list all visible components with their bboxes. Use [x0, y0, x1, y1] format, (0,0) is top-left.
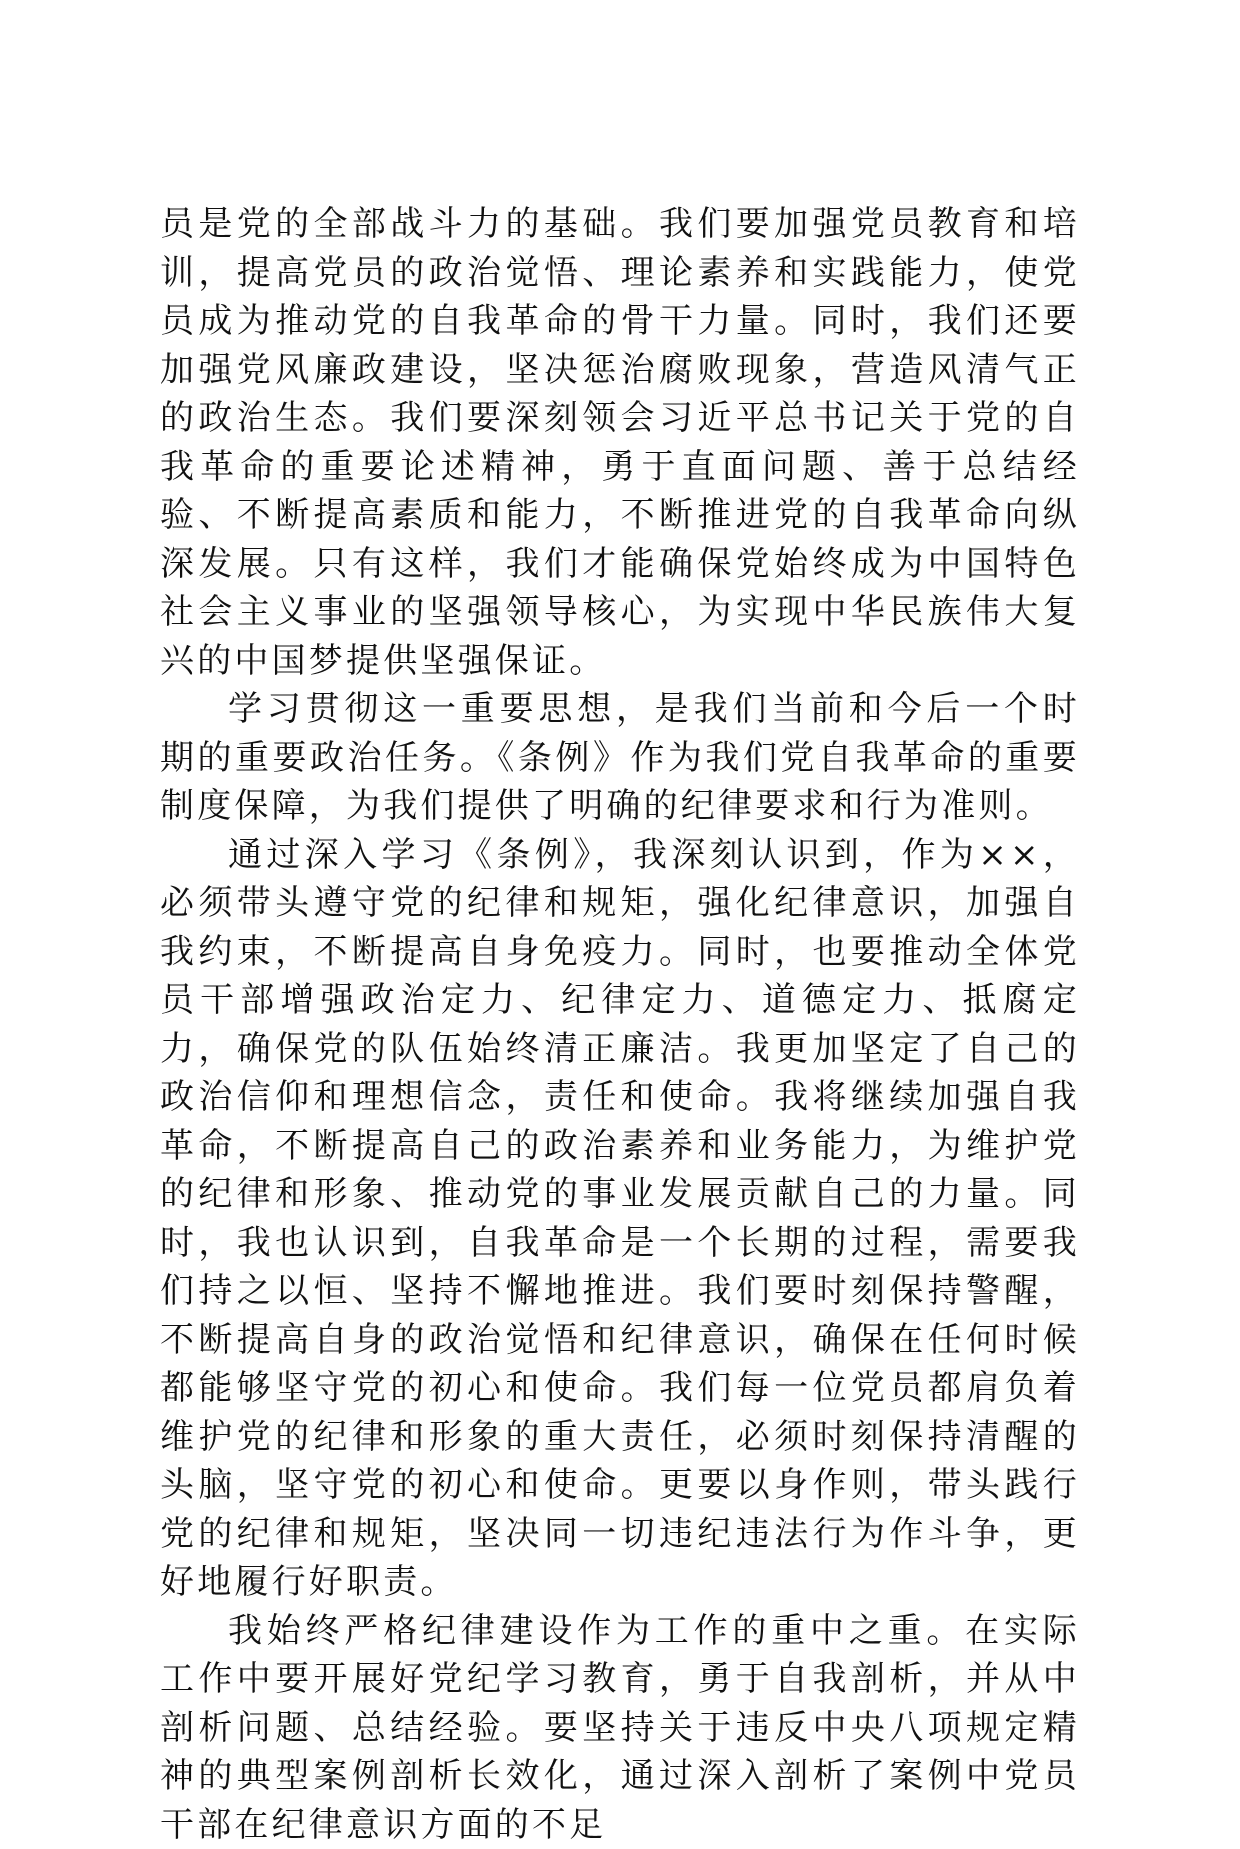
paragraph-study-importance: 学习贯彻这一重要思想，是我们当前和今后一个时期的重要政治任务。《条例》作为我们党自我革命的重要制度保障，为我们提供了明确的纪律要求和行为准则。 [160, 685, 1080, 831]
paragraph-discipline-building: 我始终严格纪律建设作为工作的重中之重。在实际工作中要开展好党纪学习教育，勇于自我剖析，并从中剖析问题、总结经验。要坚持关于违反中央八项规定精神的典型案例剖析长效化，通过深入剖析了案例中党员干部在纪律意识方面的不足 [160, 1607, 1080, 1849]
paragraph-continuation: 员是党的全部战斗力的基础。我们要加强党员教育和培训，提高党员的政治觉悟、理论素养和实践能力，使党员成为推动党的自我革命的骨干力量。同时，我们还要加强党风廉政建设，坚决惩治腐败现象，营造风清气正的政治生态。我们要深刻领会习近平总书记关于党的自我革命的重要论述精神，勇于直面问题、善于总结经验、不断提高素质和能力，不断推进党的自我革命向纵深发展。只有这样，我们才能确保党始终成为中国特色社会主义事业的坚强领导核心，为实现中华民族伟大复兴的中国梦提供坚强保证。 [160, 200, 1080, 685]
document-body [160, 200, 1080, 1849]
paragraph-personal-reflection: 通过深入学习《条例》，我深刻认识到，作为××，必须带头遵守党的纪律和规矩，强化纪律意识，加强自我约束，不断提高自身免疫力。同时，也要推动全体党员干部增强政治定力、纪律定力、道德定力、抵腐定力，确保党的队伍始终清正廉洁。我更加坚定了自己的政治信仰和理想信念，责任和使命。我将继续加强自我革命，不断提高自己的政治素养和业务能力，为维护党的纪律和形象、推动党的事业发展贡献自己的力量。同时，我也认识到，自我革命是一个长期的过程，需要我们持之以恒、坚持不懈地推进。我们要时刻保持警醒，不断提高自身的政治觉悟和纪律意识，确保在任何时候都能够坚守党的初心和使命。我们每一位党员都肩负着维护党的纪律和形象的重大责任，必须时刻保持清醒的头脑，坚守党的初心和使命。更要以身作则，带头践行党的纪律和规矩，坚决同一切违纪违法行为作斗争，更好地履行好职责。 [160, 831, 1080, 1607]
